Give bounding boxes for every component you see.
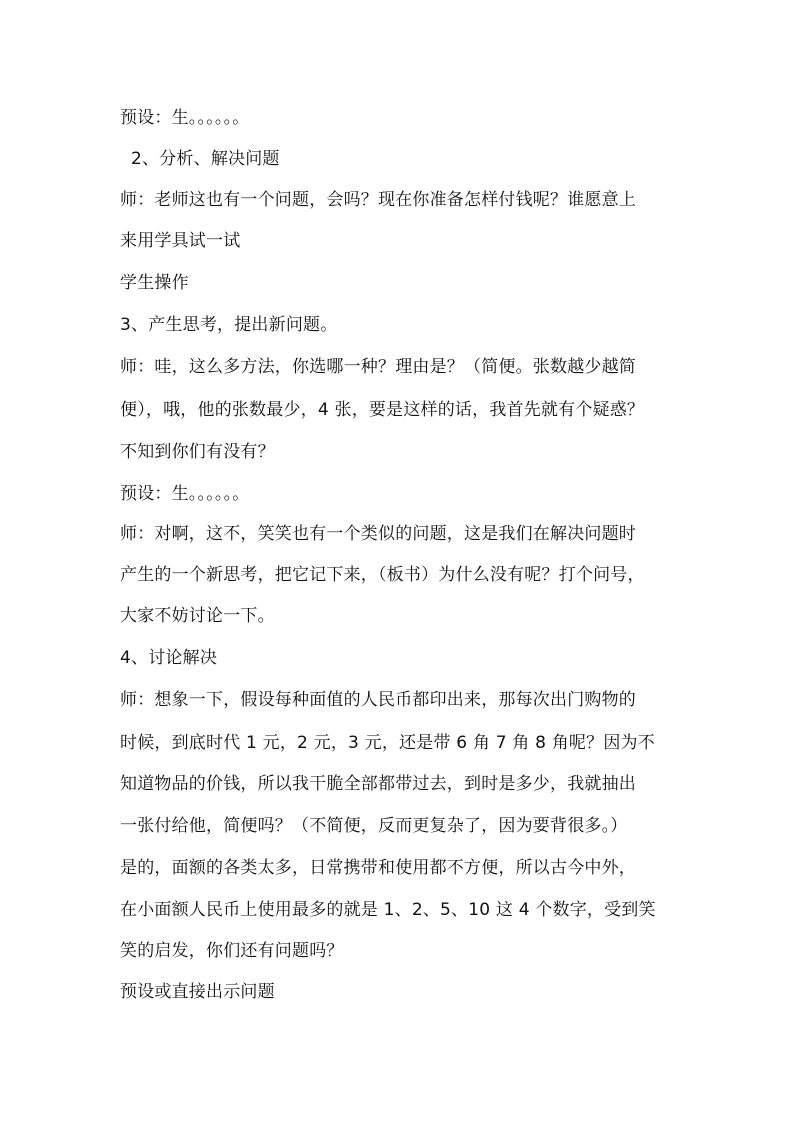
text-line: 在小面额人民币上使用最多的就是 1、2、5、10 这 4 个数字，受到笑 bbox=[120, 900, 656, 920]
text-line: 笑的启发，你们还有问题吗？ bbox=[120, 941, 344, 961]
text-line: 预设或直接出示问题 bbox=[120, 982, 275, 1002]
text-line: 学生操作 bbox=[120, 273, 189, 293]
text-line: 师：哇，这么多方法，你选哪一种？理由是？（简便。张数越少越简 bbox=[120, 357, 636, 377]
text-line: 预设：生。。。。。。 bbox=[120, 108, 250, 128]
text-line: 来用学具试一试 bbox=[120, 231, 241, 251]
section-heading: 3、产生思考，提出新问题。 bbox=[120, 315, 338, 335]
text-line: 师：对啊，这不，笑笑也有一个类似的问题，这是我们在解决问题时 bbox=[120, 524, 636, 544]
text-line: 大家不妨讨论一下。 bbox=[120, 606, 275, 626]
text-line: 便），哦，他的张数最少，4 张，要是这样的话，我首先就有个疑惑？ bbox=[120, 400, 645, 420]
text-line: 知道物品的价钱，所以我干脆全部都带过去，到时是多少，我就抽出 bbox=[120, 774, 636, 794]
section-heading: 4、讨论解决 bbox=[120, 648, 218, 668]
text-line: 是的，面额的各类太多，日常携带和使用都不方便，所以古今中外， bbox=[120, 858, 636, 878]
text-line: 不知到你们有没有？ bbox=[120, 442, 275, 462]
text-line: 师：想象一下，假设每种面值的人民币都印出来，那每次出门购物的 bbox=[120, 690, 636, 710]
section-heading: 2、分析、解决问题 bbox=[131, 149, 280, 169]
text-line: 产生的一个新思考，把它记下来，（板书）为什么没有呢？打个问号， bbox=[120, 565, 645, 585]
text-line: 时候，到底时代 1 元，2 元，3 元，还是带 6 角 7 角 8 角呢？因为不 bbox=[120, 733, 655, 753]
text-line: 师：老师这也有一个问题，会吗？现在你准备怎样付钱呢？谁愿意上 bbox=[120, 190, 636, 210]
text-line: 预设：生。。。。。。 bbox=[120, 484, 250, 504]
text-line: 一张付给他，简便吗？（不简便，反而更复杂了，因为要背很多。） bbox=[120, 816, 628, 836]
